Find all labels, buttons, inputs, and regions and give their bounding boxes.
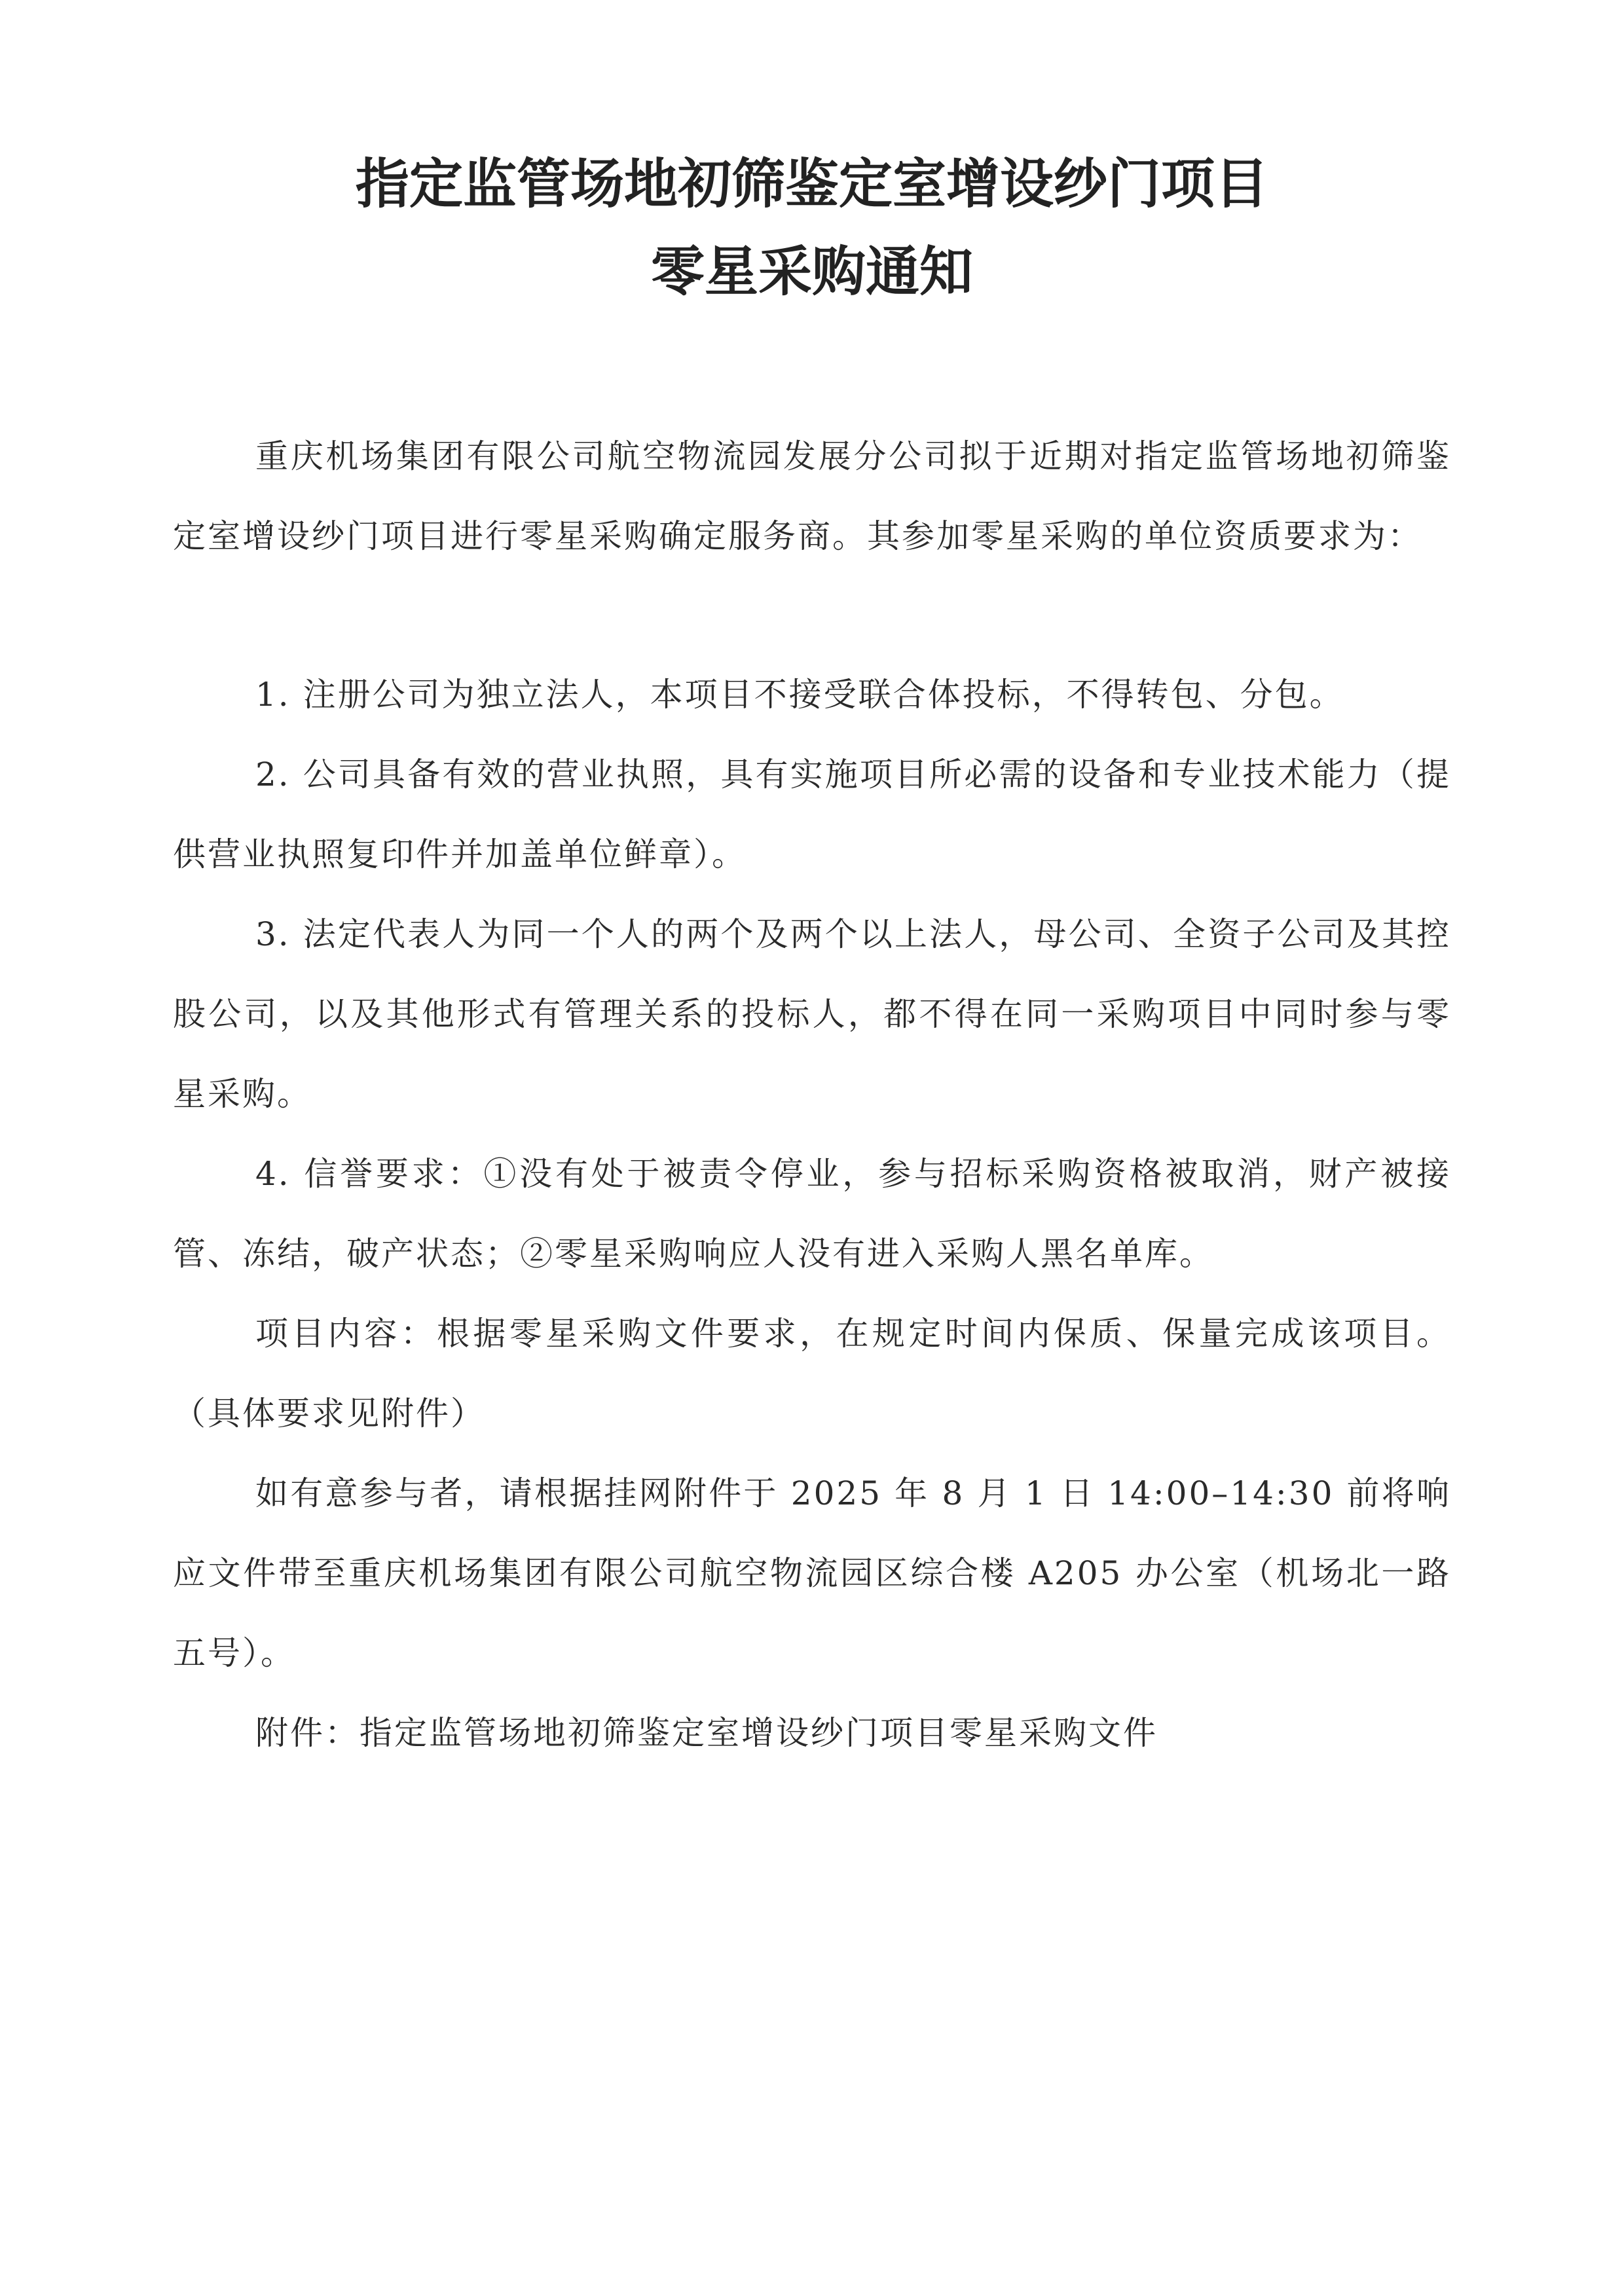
requirement-4-paragraph: 4. 信誉要求：①没有处于被责令停业，参与招标采购资格被取消，财产被接管、冻结，破产状态；②零星采购响应人没有进入采购人黑名单库。 — [173, 1155, 1451, 1273]
requirement-2-paragraph: 2. 公司具备有效的营业执照，具有实施项目所必需的设备和专业技术能力（提供营业执照复印件并加盖单位鲜章）。 — [173, 756, 1451, 873]
intro-paragraph: 重庆机场集团有限公司航空物流园发展分公司拟于近期对指定监管场地初筛鉴定室增设纱门项目进行零星采购确定服务商。其参加零星采购的单位资质要求为： — [173, 437, 1451, 555]
submission-paragraph: 如有意参与者，请根据挂网附件于 2025 年 8 月 1 日 14:00–14:30 前将响应文件带至重庆机场集团有限公司航空物流园区综合楼 A205 办公室（机场北一路五号）。 — [173, 1474, 1451, 1672]
requirement-3-paragraph: 3. 法定代表人为同一个人的两个及两个以上法人，母公司、全资子公司及其控股公司，以及其他形式有管理关系的投标人，都不得在同一采购项目中同时参与零星采购。 — [173, 915, 1451, 1113]
document-title-line-2: 零星采购通知 — [650, 241, 973, 303]
requirement-1-paragraph: 1. 注册公司为独立法人，本项目不接受联合体投标，不得转包、分包。 — [255, 676, 1344, 714]
project-content-paragraph: 项目内容：根据零星采购文件要求，在规定时间内保质、保量完成该项目。（具体要求见附件） — [173, 1315, 1451, 1432]
document-title-line-1: 指定监管场地初筛鉴定室增设纱门项目 — [355, 153, 1268, 215]
attachment-paragraph: 附件：指定监管场地初筛鉴定室增设纱门项目零星采购文件 — [255, 1714, 1158, 1752]
